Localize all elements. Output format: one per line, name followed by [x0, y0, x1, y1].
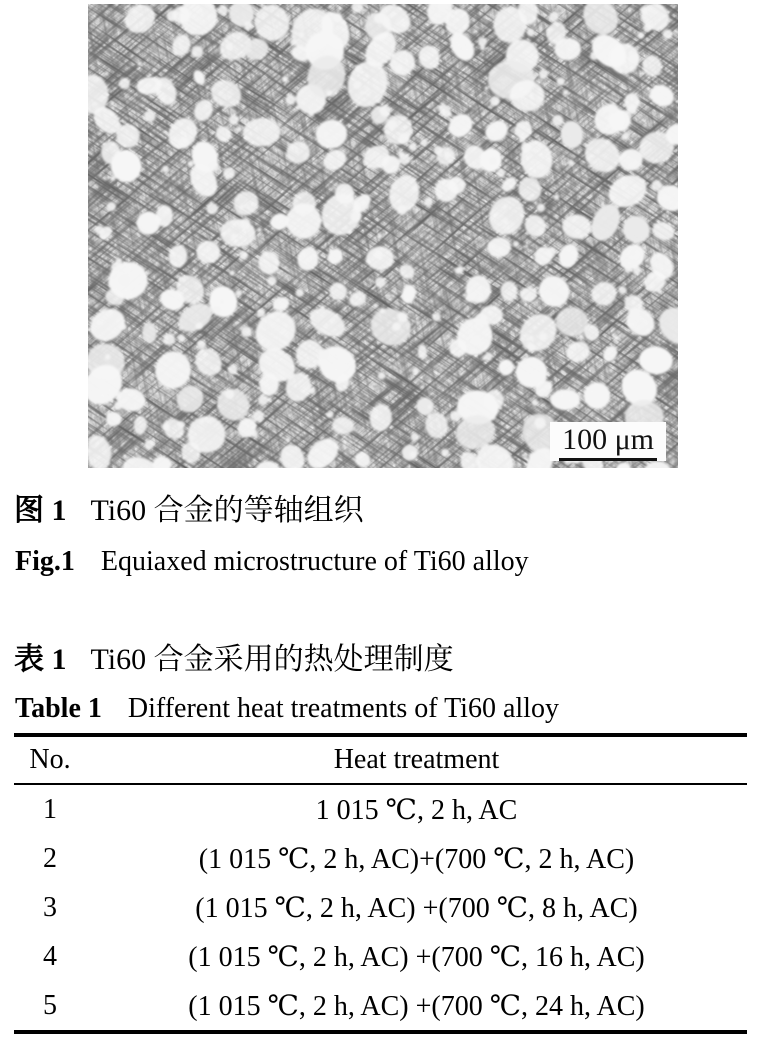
table-header-row: [14, 737, 747, 785]
table-row: [14, 981, 747, 1030]
row-no: 5: [43, 989, 57, 1021]
figure-caption-en-text: Equiaxed microstructure of Ti60 alloy: [100, 546, 529, 577]
column-header-no: No.: [29, 744, 71, 775]
table-caption-zh-label: 表 1: [14, 643, 67, 676]
figure-caption-en-label: Fig.1: [15, 546, 75, 577]
table-caption-en-text: Different heat treatments of Ti60 alloy: [127, 693, 559, 724]
micrograph-texture: [88, 4, 678, 468]
figure-caption-zh-label: 图 1: [14, 494, 67, 527]
scale-bar-label: 100 μm: [559, 423, 657, 461]
row-treatment: (1 015 ℃, 2 h, AC) +(700 ℃, 24 h, AC): [188, 990, 645, 1022]
scale-bar: [550, 422, 666, 461]
row-no: 4: [43, 940, 57, 972]
row-no: 3: [43, 891, 57, 923]
row-treatment: (1 015 ℃, 2 h, AC)+(700 ℃, 2 h, AC): [198, 843, 635, 875]
row-treatment: (1 015 ℃, 2 h, AC) +(700 ℃, 8 h, AC): [195, 892, 638, 924]
table-row: [14, 932, 747, 981]
figure-caption-en: [15, 546, 529, 578]
figure-caption-zh: [14, 494, 364, 529]
row-treatment: 1 015 ℃, 2 h, AC: [315, 794, 518, 826]
table-row: [14, 834, 747, 883]
row-no: 2: [43, 842, 57, 874]
table-row: [14, 883, 747, 932]
table-caption-en: [15, 693, 559, 725]
table-caption-en-label: Table 1: [15, 693, 102, 724]
figure-caption-zh-text: Ti60 合金的等轴组织: [90, 494, 364, 527]
column-header-treatment: Heat treatment: [333, 744, 500, 775]
table-row: [14, 785, 747, 834]
table-caption-zh-text: Ti60 合金采用的热处理制度: [90, 643, 454, 676]
row-no: 1: [43, 793, 57, 825]
table-caption-zh: [14, 643, 454, 678]
micrograph-ti60: [88, 4, 678, 468]
row-treatment: (1 015 ℃, 2 h, AC) +(700 ℃, 16 h, AC): [188, 941, 645, 973]
heat-treatment-table: [14, 733, 747, 1034]
